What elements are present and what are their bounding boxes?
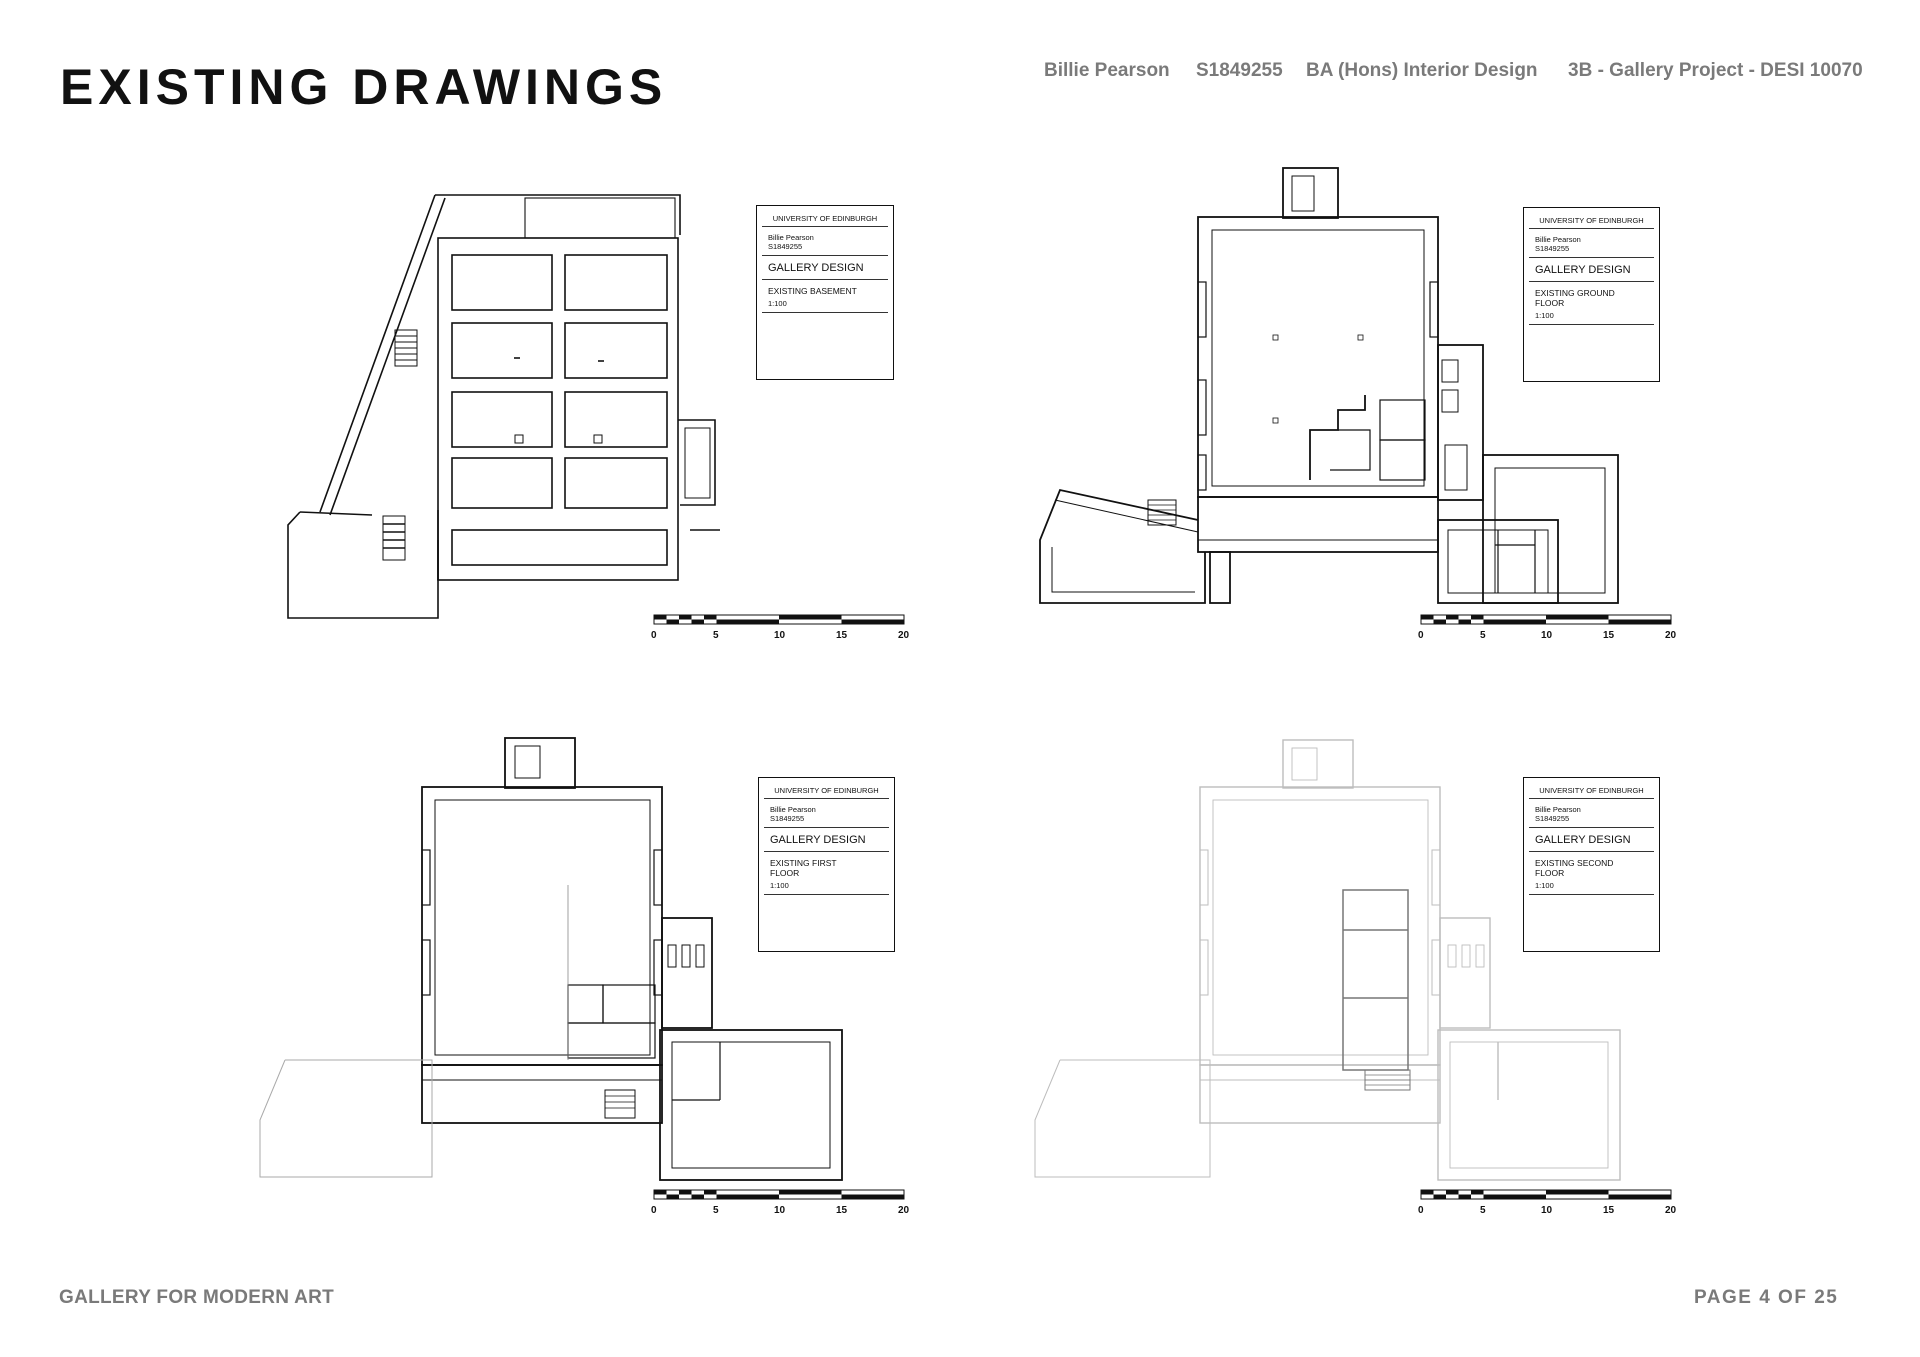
tb-university: UNIVERSITY OF EDINBURGH (762, 214, 888, 227)
first-scale-label-5: 5 (713, 1205, 719, 1216)
tb-project: GALLERY DESIGN (1529, 258, 1654, 282)
header-course: BA (Hons) Interior Design (1306, 60, 1538, 81)
first-scale-label-10: 10 (774, 1205, 786, 1216)
tb-author: Billie Pearson (768, 233, 814, 242)
second-scale-label-0: 0 (1418, 1205, 1424, 1216)
second-scale-label-20: 20 (1665, 1205, 1677, 1216)
ground-scale-label-20: 20 (1665, 630, 1677, 641)
tb-project: GALLERY DESIGN (764, 828, 889, 852)
basement-scale-label-20: 20 (898, 630, 910, 641)
header-project: 3B - Gallery Project - DESI 10070 (1568, 60, 1863, 81)
tb-drawing-title: EXISTING BASEMENT (768, 286, 857, 296)
tb-scale: 1:100 (762, 296, 888, 313)
second-scale-label-10: 10 (1541, 1205, 1553, 1216)
tb-university: UNIVERSITY OF EDINBURGH (764, 786, 889, 799)
tb-student-id: S1849255 (764, 814, 889, 828)
tb-university: UNIVERSITY OF EDINBURGH (1529, 786, 1654, 799)
title-block-second-floor (1523, 777, 1660, 952)
tb-drawing-title: EXISTING SECOND FLOOR (1535, 858, 1614, 878)
first-scale-label-20: 20 (898, 1205, 910, 1216)
first-scale-label-15: 15 (836, 1205, 848, 1216)
ground-scale-label-5: 5 (1480, 630, 1486, 641)
tb-drawing-title: EXISTING FIRST FLOOR (770, 858, 837, 878)
basement-scale-label-5: 5 (713, 630, 719, 641)
tb-author: Billie Pearson (1535, 805, 1581, 814)
tb-university: UNIVERSITY OF EDINBURGH (1529, 216, 1654, 229)
tb-student-id: S1849255 (1529, 244, 1654, 258)
basement-scale-label-10: 10 (774, 630, 786, 641)
tb-scale: 1:100 (1529, 308, 1654, 325)
footer-project-name: GALLERY FOR MODERN ART (59, 1287, 335, 1308)
tb-drawing-title: EXISTING GROUND FLOOR (1535, 288, 1615, 308)
tb-student-id: S1849255 (1529, 814, 1654, 828)
tb-scale: 1:100 (1529, 878, 1654, 895)
first-scale-label-0: 0 (651, 1205, 657, 1216)
second-scale-label-15: 15 (1603, 1205, 1615, 1216)
tb-author: Billie Pearson (770, 805, 816, 814)
header-student-id: S1849255 (1196, 60, 1283, 81)
ground-scale-label-10: 10 (1541, 630, 1553, 641)
tb-project: GALLERY DESIGN (1529, 828, 1654, 852)
header-author: Billie Pearson (1044, 60, 1170, 81)
ground-scale-label-0: 0 (1418, 630, 1424, 641)
page-number: PAGE 4 OF 25 (1694, 1287, 1839, 1308)
ground-scale-label-15: 15 (1603, 630, 1615, 641)
second-scale-label-5: 5 (1480, 1205, 1486, 1216)
basement-scale-label-15: 15 (836, 630, 848, 641)
tb-student-id: S1849255 (762, 242, 888, 256)
basement-scale-label-0: 0 (651, 630, 657, 641)
tb-scale: 1:100 (764, 878, 889, 895)
tb-project: GALLERY DESIGN (762, 256, 888, 280)
page-title: EXISTING DRAWINGS (60, 59, 668, 115)
second-scale-bar (1421, 1190, 1671, 1199)
tb-author: Billie Pearson (1535, 235, 1581, 244)
